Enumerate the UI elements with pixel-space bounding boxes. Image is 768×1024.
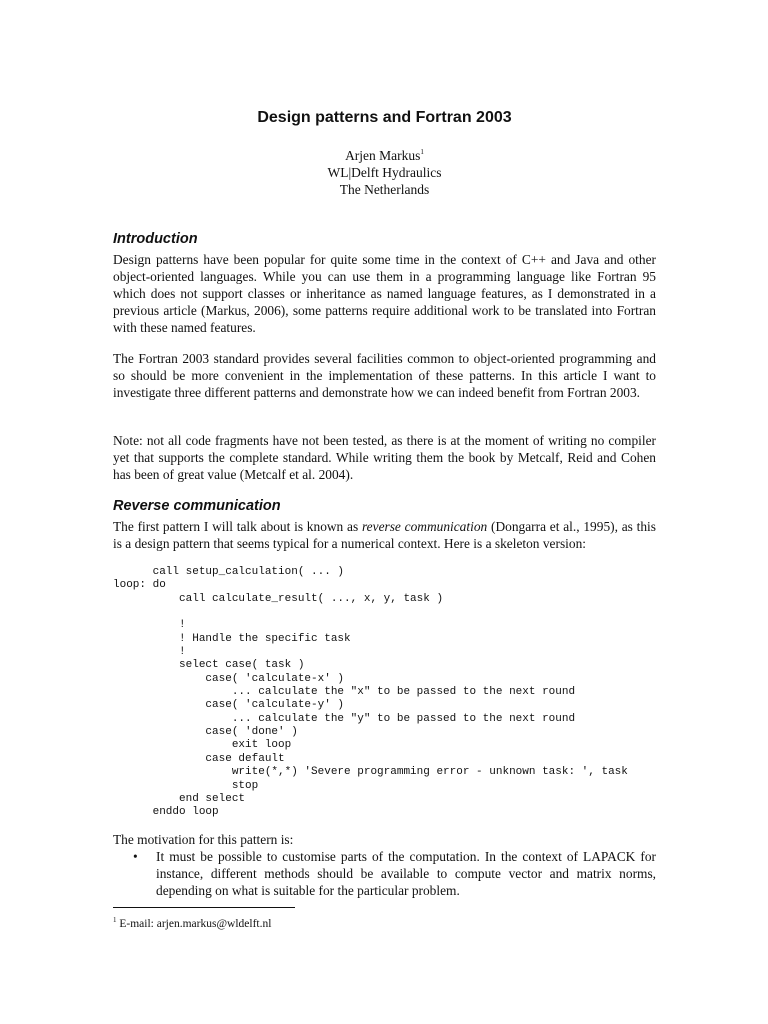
code-line: case default xyxy=(113,752,285,765)
code-line: call calculate_result( ..., x, y, task ) xyxy=(113,592,444,605)
author-affiliation: WL|Delft Hydraulics xyxy=(327,165,442,180)
code-line: case( 'calculate-y' ) xyxy=(113,699,345,712)
footnote-text: E-mail: arjen.markus@wldelft.nl xyxy=(116,918,272,930)
code-line xyxy=(113,606,656,619)
code-line: ! xyxy=(113,619,186,632)
motivation-list xyxy=(113,848,656,899)
code-listing xyxy=(113,566,656,820)
intro-paragraph-1: Design patterns have been popular for quite some time in the context of C++ and Java and other object-oriented languages. While you can use them in a programming language like Fortran 95 which does not support classes or inheritance as named language features, as I demonstrated in a previous article (Markus, 2006), some patterns require additional work to be translated into Fortran with these named features. xyxy=(113,252,656,335)
code-line: ! xyxy=(113,646,186,659)
author-name: Arjen Markus$^1$ xyxy=(345,148,424,163)
code-line: ! Handle the specific task xyxy=(113,632,351,645)
paper-title: Design patterns and Fortran 2003 xyxy=(257,109,512,126)
code-line: write(*,*) 'Severe programming error - unknown task: ', task xyxy=(113,766,628,779)
intro-paragraph-2: The Fortran 2003 standard provides several facilities common to object-oriented programming and so should be more convenient in the implementation of these patterns. In this article I want to investigate three different patterns and demonstrate how we can indeed benefit from Fortran 2003. xyxy=(113,351,656,400)
section-heading-reverse-communication: Reverse communication xyxy=(113,498,281,514)
code-line: ... calculate the "y" to be passed to the next round xyxy=(113,712,576,725)
code-line: end select xyxy=(113,792,246,805)
footnote xyxy=(113,917,271,931)
code-line: enddo loop xyxy=(113,806,219,819)
motivation-intro: The motivation for this pattern is: xyxy=(113,832,294,847)
author-block xyxy=(113,147,656,198)
author-country: The Netherlands xyxy=(339,182,430,197)
code-line: case( 'calculate-x' ) xyxy=(113,672,345,685)
code-line: case( 'done' ) xyxy=(113,726,298,739)
emphasis-term: reverse communication xyxy=(361,519,488,534)
code-line: stop xyxy=(113,779,259,792)
code-line: loop: do xyxy=(113,579,166,592)
bullet-icon: • xyxy=(133,849,138,864)
footnote-mark: 1 xyxy=(113,916,117,924)
code-line: ... calculate the "x" to be passed to the next round xyxy=(113,686,576,699)
intro-paragraph-3: Note: not all code fragments have not been tested, as there is at the moment of writing no compiler yet that supports the complete standard. While writing them the book by Metcalf, Reid and Cohen has been of great value (Metcalf et al. 2004). xyxy=(113,433,656,482)
code-line: call setup_calculation( ... ) xyxy=(113,566,345,578)
section-heading-introduction: Introduction xyxy=(113,231,198,247)
footnote-divider xyxy=(113,907,295,908)
code-line: select case( task ) xyxy=(113,659,305,672)
code-line: exit loop xyxy=(113,739,292,752)
footnote-ref: 1 xyxy=(420,148,424,156)
list-item-text: It must be possible to customise parts of the computation. In the context of LAPACK for instance, different methods should be available to compute vector and matrix norms, depending on what is suitable for the particular problem. xyxy=(156,849,656,898)
list-item xyxy=(113,848,656,899)
reverse-paragraph-1: The first pattern I will talk about is known as reverse communication (Dongarra et al., 1995), as this is a design pattern that seems typical for a numerical context. Here is a skeleton version: xyxy=(113,519,656,551)
